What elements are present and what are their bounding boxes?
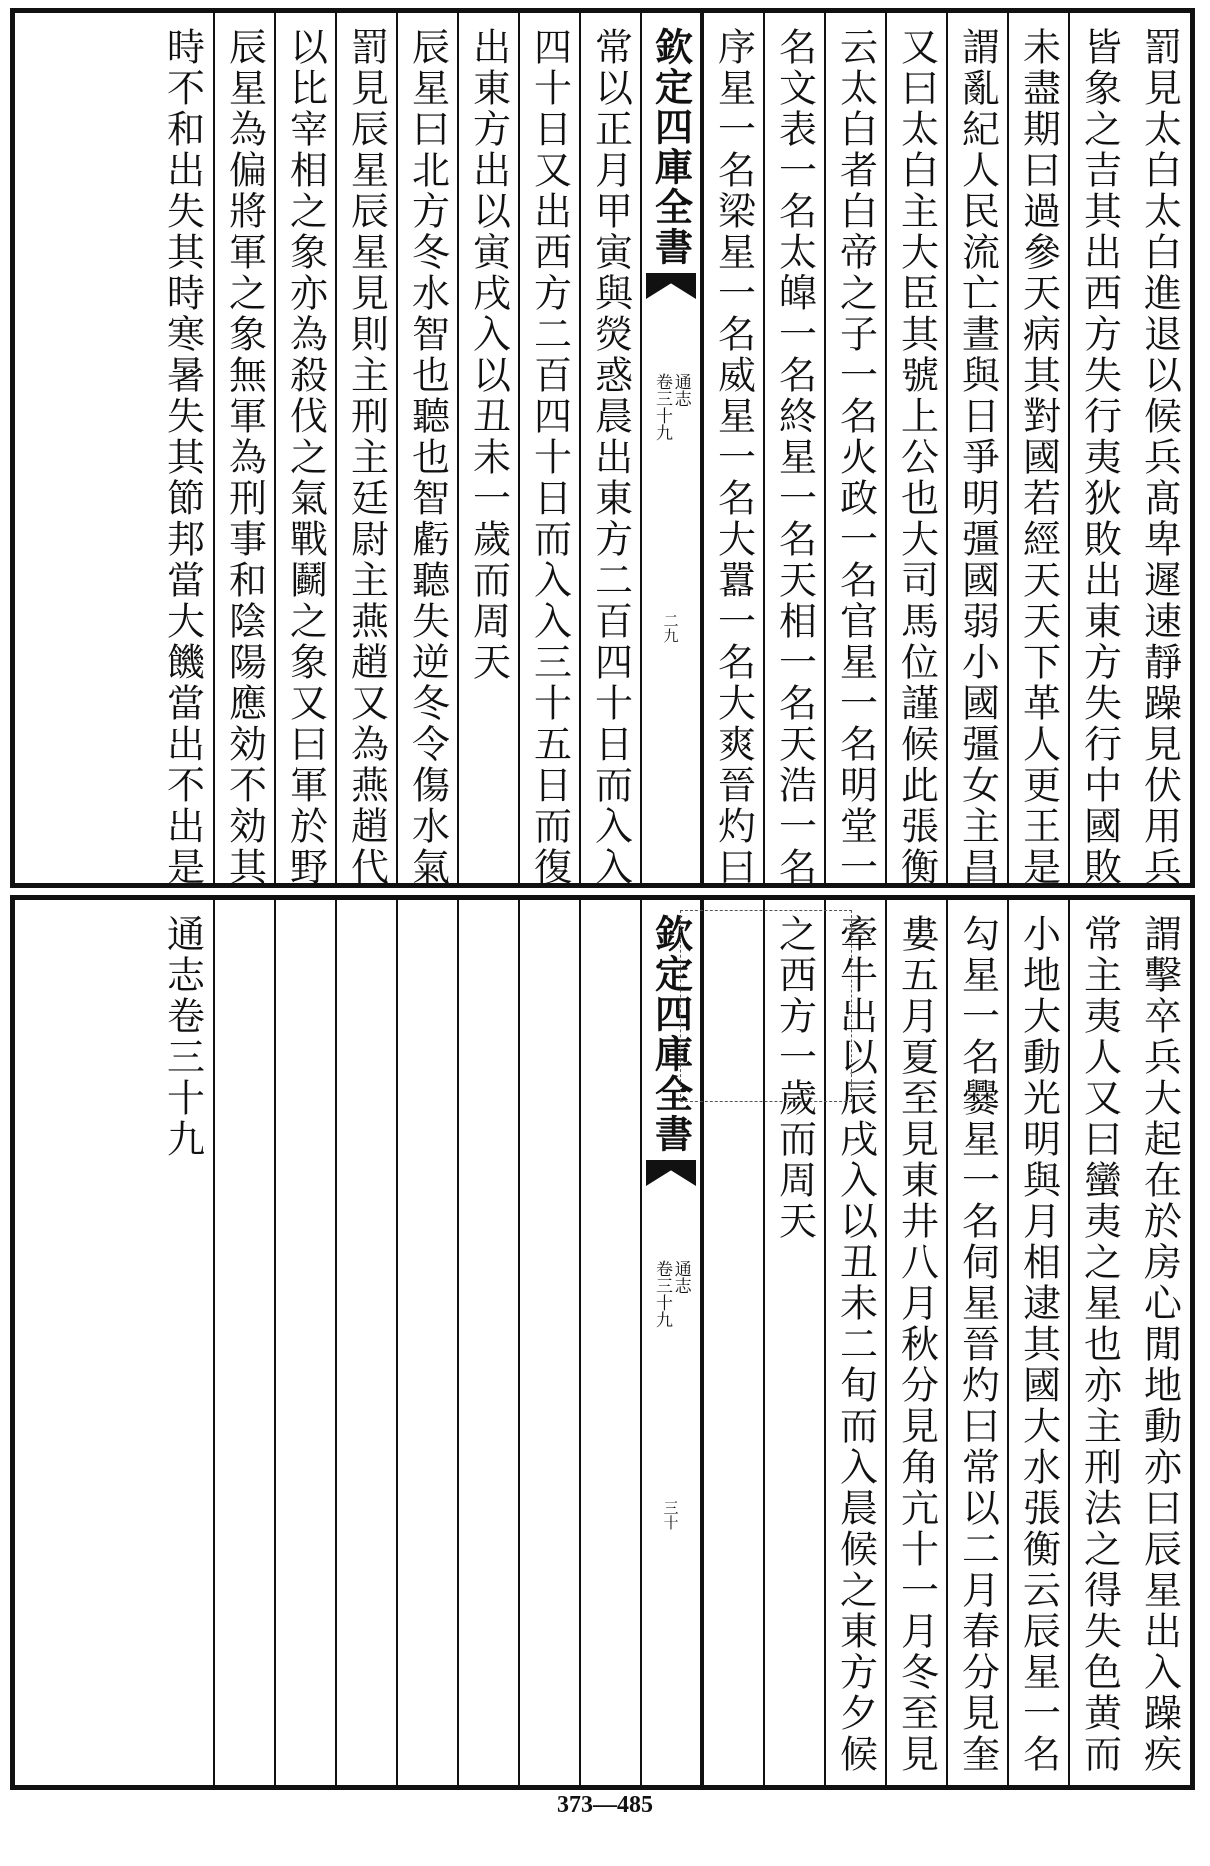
bottom-columns [15, 900, 1190, 1785]
column-text: 辰星為偏將軍之象無軍為刑事和陰陽應効不効其 [222, 27, 267, 888]
text-column [1068, 900, 1129, 1785]
column-text: 出東方出以寅戌入以丑未一歲而周天 [466, 27, 511, 683]
text-column [1068, 13, 1129, 888]
empty-column [396, 900, 457, 1785]
column-text: 未盡期曰過參天病其對國若經天天下革人更王是 [1016, 27, 1061, 888]
text-column [579, 13, 640, 888]
book-name: 通志 [670, 373, 691, 407]
column-text: 又曰太白主大臣其號上公也大司馬位謹候此張衡 [894, 27, 939, 888]
book-series-title: 欽定四庫全書 [648, 914, 694, 1154]
column-text: 名文表一名太皥一名終星一名天相一名天浩一名 [772, 27, 817, 888]
fishtail-mark [646, 1160, 696, 1186]
text-column [763, 900, 824, 1785]
bottom-page-frame [10, 895, 1195, 1790]
text-column [702, 13, 763, 888]
column-text: 序星一名梁星一名威星一名大囂一名大爽晉灼曰 [711, 27, 756, 888]
column-text: 之西方一歲而周天 [772, 914, 817, 1242]
text-column [396, 13, 457, 888]
column-text: 四十日又出西方二百四十日而入入三十五日而復 [527, 27, 572, 888]
fishtail-mark [646, 273, 696, 299]
column-text: 罰見太白太白進退以候兵髙卑遲速靜躁見伏用兵 [1137, 27, 1182, 888]
empty-column [518, 900, 579, 1785]
column-text: 皆象之吉其出西方失行夷狄敗出東方失行中國敗 [1077, 27, 1122, 888]
column-text: 牽牛出以辰戌入以丑未二旬而入晨候之東方夕候 [833, 914, 878, 1775]
column-text: 罰見辰星辰星見則主刑主廷尉主燕趙又為燕趙代 [344, 27, 389, 888]
leaf-page-number: 三十 [661, 1500, 680, 1530]
text-column [213, 13, 274, 888]
empty-column [335, 900, 396, 1785]
empty-column [579, 900, 640, 1785]
column-text: 以比宰相之象亦為殺伐之氣戰鬬之象又曰軍於野 [283, 27, 328, 888]
center-fold-column [640, 900, 702, 1785]
text-column [1129, 900, 1190, 1785]
column-text: 小地大動光明與月相逮其國大水張衡云辰星一名 [1016, 914, 1061, 1775]
center-fold-column [640, 13, 702, 883]
column-text: 謂擊卒兵大起在於房心閒地動亦曰辰星出入躁疾 [1137, 914, 1182, 1775]
text-column [1007, 13, 1068, 888]
column-text: 常以正月甲寅與熒惑晨出東方二百四十日而入入 [588, 27, 633, 888]
text-column [824, 900, 885, 1785]
empty-column [702, 900, 763, 1785]
empty-column [457, 900, 518, 1785]
volume-number: 卷三十九 [652, 373, 672, 441]
column-text: 常主夷人又曰蠻夷之星也亦主刑法之得失色黄而 [1077, 914, 1122, 1775]
text-column [1007, 900, 1068, 1785]
book-volume-label [652, 373, 689, 441]
column-text: 辰星曰北方冬水智也聽也智虧聽失逆冬令傷水氣 [405, 27, 450, 888]
volume-number: 卷三十九 [652, 1260, 672, 1328]
empty-column [274, 900, 335, 1785]
text-column [946, 13, 1007, 888]
text-column [824, 13, 885, 888]
column-text: 時不和出失其時寒暑失其節邦當大饑當出不出是 [160, 27, 205, 888]
column-text: 通志卷三十九 [160, 914, 205, 1160]
text-column [335, 13, 396, 888]
text-column [274, 13, 335, 888]
book-name: 通志 [670, 1260, 691, 1294]
column-text: 謂亂紀人民流亡晝與日爭明彊國弱小國彊女主昌 [955, 27, 1000, 888]
text-column [885, 900, 946, 1785]
page-footer-number: 373—485 [557, 1792, 653, 1818]
leaf-page-number: 二九 [661, 613, 680, 643]
text-column [763, 13, 824, 888]
text-column [1129, 13, 1190, 888]
book-series-title: 欽定四庫全書 [648, 27, 694, 267]
column-text: 勾星一名爨星一名伺星晉灼曰常以二月春分見奎 [955, 914, 1000, 1775]
text-column [885, 13, 946, 888]
column-text: 婁五月夏至見東井八月秋分見角亢十一月冬至見 [894, 914, 939, 1775]
volume-end-title-column [152, 900, 213, 1785]
top-page-frame [10, 8, 1195, 888]
top-columns [15, 13, 1190, 888]
book-volume-label [652, 1260, 689, 1328]
empty-column [213, 900, 274, 1785]
column-text: 云太白者白帝之子一名火政一名官星一名明堂一 [833, 27, 878, 888]
text-column [518, 13, 579, 888]
text-column [152, 13, 213, 888]
text-column [946, 900, 1007, 1785]
text-column [457, 13, 518, 883]
